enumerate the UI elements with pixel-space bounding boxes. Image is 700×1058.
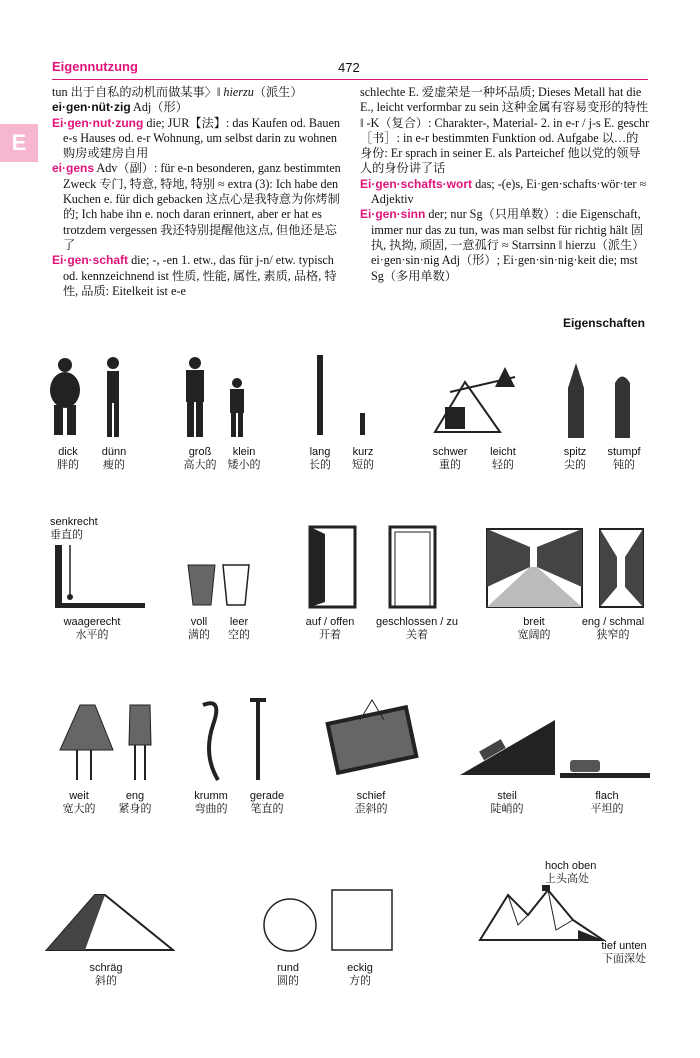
label-eng: eng 紧身的	[118, 790, 152, 815]
label-waagerecht: waagerecht 水平的	[63, 616, 121, 641]
label-leer: leer 空的	[228, 616, 250, 641]
label-tief-unten: tief unten 下面深处	[601, 940, 647, 965]
auf-geschlossen-illustration	[305, 522, 445, 612]
schraeg-illustration	[45, 890, 175, 955]
label-breit: breit 宽阔的	[517, 616, 551, 641]
entry-eigenschaft: Ei·gen·schaft die; -, -en 1. etw., das für j-n/ etw. typisch od. kennzeichnend ist 性质, 性能, 属性, 素质, 品格, 特性, 品质: Eitelkeit ist e-e	[52, 253, 337, 298]
label-eckig: eckig 方的	[347, 962, 373, 987]
entry-eigennutzung: Ei·gen·nut·zung die; JUR【法】: das Kaufen od. Bauen e-s Hauses od. e-r Wohnung, um selbst darin zu wohnen 购房或建房自用	[52, 115, 340, 161]
label-eng-schmal: eng / schmal 狭窄的	[581, 616, 645, 641]
label-steil: steil 陡峭的	[490, 790, 524, 815]
label-geschlossen-zu: geschlossen / zu 关着	[376, 616, 458, 641]
steil-flach-illustration	[460, 715, 650, 780]
label-gerade: gerade 笔直的	[249, 790, 285, 815]
weit-eng-illustration	[55, 700, 165, 785]
schief-illustration	[322, 695, 422, 775]
label-weit: weit 宽大的	[62, 790, 96, 815]
rund-eckig-illustration	[262, 885, 397, 955]
label-auf-offen: auf / offen 开着	[305, 616, 355, 641]
label-dick: dick 胖的	[57, 446, 79, 471]
left-column	[52, 85, 342, 299]
label-voll: voll 满的	[188, 616, 210, 641]
gross-klein-illustration	[180, 355, 260, 440]
krumm-gerade-illustration	[198, 695, 278, 785]
label-duenn: dünn 瘦的	[101, 446, 127, 471]
schwer-leicht-illustration	[425, 362, 525, 437]
label-senkrecht: senkrecht 垂直的	[50, 516, 98, 541]
lang-kurz-illustration	[305, 355, 375, 440]
right-column	[360, 85, 650, 284]
section-title: Eigenschaften	[562, 316, 645, 330]
page-header	[52, 59, 648, 80]
label-schief: schief 歪斜的	[354, 790, 388, 815]
label-klein: klein 矮小的	[227, 446, 261, 471]
entry-continuation: tun 出于自私的动机而做某事〉‖ hierzu（派生）	[52, 85, 303, 99]
entry-eigens: ei·gens Adv（副）: für e-n besonderen, ganz bestimmten Zweck 专门, 特意, 特地, 特别 ≈ extra (3): Ich habe den Kuchen e. für dich gebacken 这点心是我特意为你烤制的; Ich habe ihn e. noch daran erinnert, aber er hat es trotzdem vergessen 我还特别提醒他这点, 但他还是忘了	[52, 161, 341, 252]
thumb-index-tab[interactable]: E	[0, 124, 38, 162]
hoch-tief-illustration	[478, 885, 608, 945]
spitz-stumpf-illustration	[560, 358, 640, 440]
entry-eigennuetzig: ei·gen·nüt·zig Adj（形）	[52, 100, 188, 115]
label-flach: flach 平坦的	[590, 790, 624, 815]
running-headword: Eigennutzung	[52, 59, 138, 74]
label-leicht: leicht 轻的	[490, 446, 516, 471]
label-rund: rund 圆的	[276, 962, 300, 987]
page-number: 472	[338, 60, 360, 75]
label-schraeg: schräg 斜的	[89, 962, 123, 987]
voll-leer-illustration	[183, 560, 253, 610]
label-stumpf: stumpf 钝的	[607, 446, 641, 471]
label-gross: groß 高大的	[183, 446, 217, 471]
breit-eng-illustration	[485, 527, 645, 609]
senkrecht-waagerecht-illustration	[50, 540, 150, 610]
entry-eigenschaft-cont: schlechte E. 爱虚荣是一种坏品质; Dieses Metall hat die E., leicht verformbar zu sein 这种金属有容易变形的特性 ‖ -K（复合）: Charakter-, Material- 2. in e-r / j-s E. geschr［书］: in e-r bestimmten Funktion od. Aufgabe 以…的身份: Er sprach in seiner E. als Parteichef 他以党的领导人的身份讲了话	[360, 85, 650, 176]
label-hoch-oben: hoch oben 上头高处	[545, 860, 597, 885]
label-spitz: spitz 尖的	[563, 446, 587, 471]
entry-eigensinn: Ei·gen·sinn der; nur Sg（只用单数）: die Eigenschaft, immer nur das zu tun, was man selbst für richtig hält 固执, 执拗, 顽固, 一意孤行 ≈ Starrsinn ‖ hierzu（派生）ei·gen·sin·nig Adj（形）; Ei·gen·sin·nig·keit die; mst Sg（多用单数）	[360, 207, 645, 283]
label-lang: lang 长的	[309, 446, 331, 471]
dick-duenn-illustration	[45, 355, 135, 440]
label-kurz: kurz 短的	[352, 446, 374, 471]
label-krumm: krumm 弯曲的	[194, 790, 228, 815]
entry-eigenschaftswort: Ei·gen·schafts·wort das; -(e)s, Ei·gen·schafts·wör·ter ≈ Adjektiv	[360, 176, 647, 207]
label-schwer: schwer 重的	[432, 446, 468, 471]
